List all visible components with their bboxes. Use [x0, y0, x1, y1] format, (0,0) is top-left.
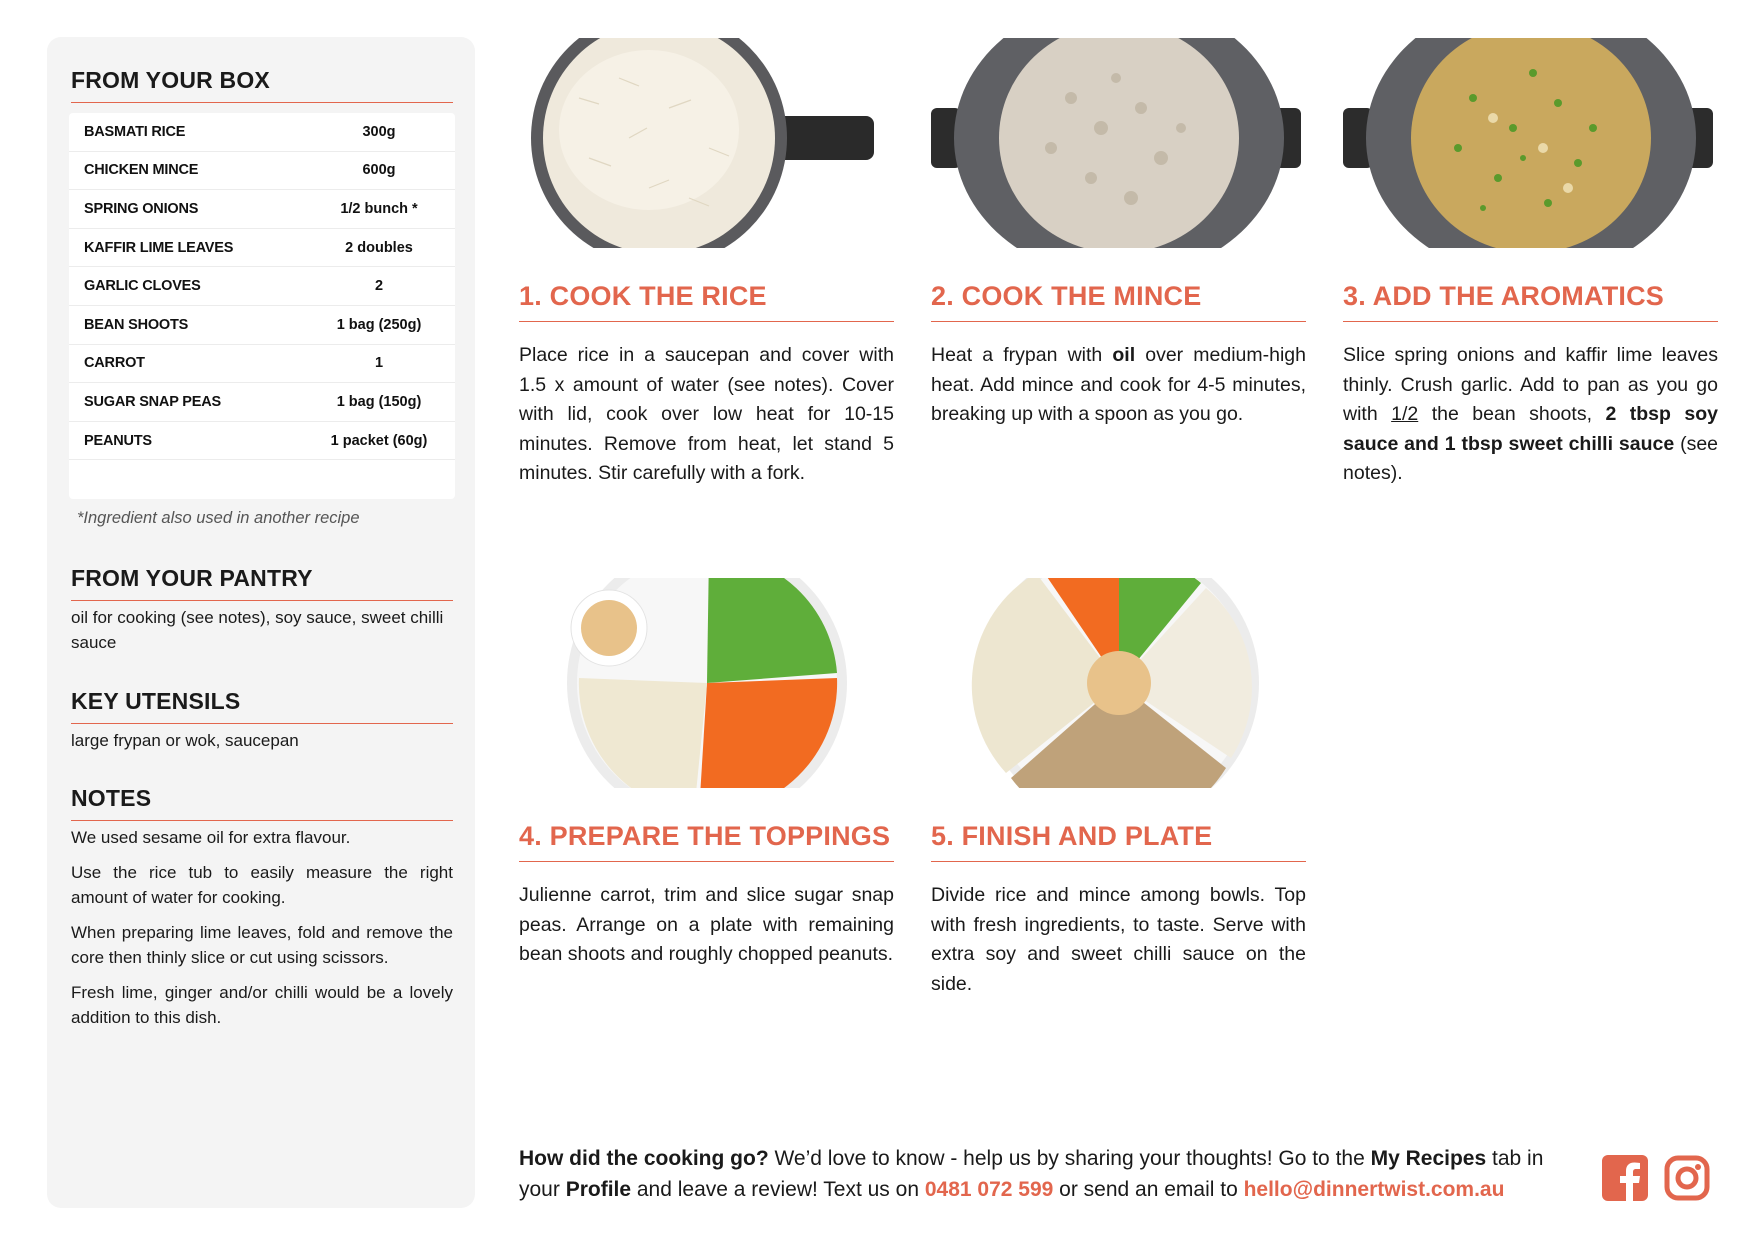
step-3: [1343, 38, 1719, 484]
instagram-icon[interactable]: [1664, 1155, 1710, 1201]
pantry-text: oil for cooking (see notes), soy sauce, sweet chilli sauce: [71, 608, 444, 652]
feedback-text: tab in your: [519, 1147, 1544, 1201]
feedback-question: How did the cooking go?: [519, 1147, 769, 1170]
notes-list: [71, 825, 453, 1040]
mince-in-frypan-image: [931, 38, 1306, 248]
step-1-title: 1. COOK THE RICE: [519, 281, 894, 322]
facebook-icon[interactable]: [1602, 1155, 1648, 1201]
box-footnote: *Ingredient also used in another recipe: [77, 509, 360, 527]
finished-plate-image: [931, 578, 1306, 788]
step-4-title: 4. PREPARE THE TOPPINGS: [519, 821, 894, 862]
aromatics-in-frypan-image: [1343, 38, 1718, 248]
ingredient-name: BEAN SHOOTS: [84, 316, 189, 333]
feedback-footer: [519, 1143, 1589, 1205]
email-link[interactable]: hello@dinnertwist.com.au: [1243, 1178, 1505, 1201]
ingredient-row: [69, 306, 455, 345]
ingredient-row: [69, 113, 455, 152]
profile-link[interactable]: Profile: [565, 1178, 632, 1201]
ingredient-quantity: 1 bag (150g): [336, 393, 422, 410]
note-item: Fresh lime, ginger and/or chilli would be a lovely addition to this dish.: [71, 983, 453, 1027]
ingredient-name: KAFFIR LIME LEAVES: [84, 239, 234, 256]
ingredient-quantity: 1: [374, 355, 384, 372]
ingredient-quantity: 2: [374, 278, 384, 295]
feedback-text: and leave a review! Text us on: [631, 1178, 925, 1201]
ingredient-quantity: 1 bag (250g): [336, 316, 422, 333]
ingredient-quantity: 300g: [362, 123, 396, 140]
ingredient-name: BASMATI RICE: [84, 123, 186, 140]
ingredients-table: [69, 113, 455, 499]
feedback-text: We’d love to know - help us by sharing your thoughts! Go to the: [768, 1147, 1371, 1170]
ingredient-name: PEANUTS: [84, 432, 152, 449]
ingredient-row: [69, 267, 455, 306]
ingredient-row: [69, 229, 455, 268]
step-3-text: Slice spring onions and kaffir lime leaves thinly. Crush garlic. Add to pan as you go with: [1343, 344, 1718, 425]
ingredient-quantity: 600g: [362, 162, 396, 179]
step-3-body: [1343, 341, 1718, 489]
note-item: When preparing lime leaves, fold and remove the core then thinly slice or cut using scissors.: [71, 923, 453, 967]
ingredients-sidebar: [47, 37, 475, 1208]
utensils-text: large frypan or wok, saucepan: [71, 731, 299, 750]
ingredient-quantity: 2 doubles: [345, 239, 413, 256]
rice-in-saucepan-image: [519, 38, 894, 248]
ingredient-row: [69, 422, 455, 461]
step-3-underlined: 1/2: [1391, 403, 1419, 425]
ingredient-row: [69, 152, 455, 191]
phone-link[interactable]: 0481 072 599: [924, 1178, 1054, 1201]
step-2: [931, 38, 1306, 425]
box-heading: FROM YOUR BOX: [71, 67, 453, 103]
ingredient-row: [69, 345, 455, 384]
ingredient-row: [69, 383, 455, 422]
step-2-title: 2. COOK THE MINCE: [931, 281, 1306, 322]
step-4-body: Julienne carrot, trim and slice sugar snap peas. Arrange on a plate with remaining bean shoots and roughly chopped peanuts.: [519, 884, 894, 965]
step-5: [931, 578, 1306, 995]
my-recipes-link[interactable]: My Recipes: [1370, 1147, 1487, 1170]
ingredient-name: CHICKEN MINCE: [84, 162, 199, 179]
step-1: [519, 38, 894, 484]
step-3-text: (see notes).: [1343, 432, 1719, 484]
step-1-body: Place rice in a saucepan and cover with 1.5 x amount of water (see notes). Cover with lid, cook over low heat for 10-15 minutes. Remove from heat, let stand 5 minutes. Stir carefully with a fork.: [519, 344, 894, 484]
ingredient-quantity: 1 packet (60g): [330, 432, 428, 449]
step-3-title: 3. ADD THE AROMATICS: [1343, 281, 1718, 322]
step-3-bold: 2 tbsp soy sauce and 1 tbsp sweet chilli sauce: [1343, 403, 1718, 455]
ingredient-name: CARROT: [84, 355, 145, 372]
note-item: Use the rice tub to easily measure the right amount of water for cooking.: [71, 863, 453, 907]
step-4: [519, 578, 894, 965]
toppings-plate-image: [519, 578, 894, 788]
step-2-bold: oil: [1112, 344, 1136, 366]
pantry-heading: FROM YOUR PANTRY: [71, 565, 453, 601]
ingredient-quantity: 1/2 bunch *: [340, 200, 418, 217]
ingredient-row: [69, 190, 455, 229]
step-2-body: [931, 341, 1306, 430]
step-5-body: Divide rice and mince among bowls. Top with fresh ingredients, to taste. Serve with extra soy and sweet chilli sauce on the side.: [931, 884, 1306, 995]
ingredient-name: GARLIC CLOVES: [84, 278, 201, 295]
feedback-text: or send an email to: [1053, 1178, 1244, 1201]
step-2-text: over medium-high heat. Add mince and cook for 4-5 minutes, breaking up with a spoon as you go.: [931, 344, 1306, 425]
note-item: We used sesame oil for extra flavour.: [71, 828, 351, 847]
utensils-heading: KEY UTENSILS: [71, 688, 453, 724]
ingredient-name: SUGAR SNAP PEAS: [84, 393, 221, 410]
step-3-text: the bean shoots,: [1418, 403, 1606, 425]
notes-heading: NOTES: [71, 785, 453, 821]
step-5-title: 5. FINISH AND PLATE: [931, 821, 1306, 862]
step-2-text: Heat a frypan with: [931, 344, 1113, 366]
ingredient-name: SPRING ONIONS: [84, 200, 199, 217]
